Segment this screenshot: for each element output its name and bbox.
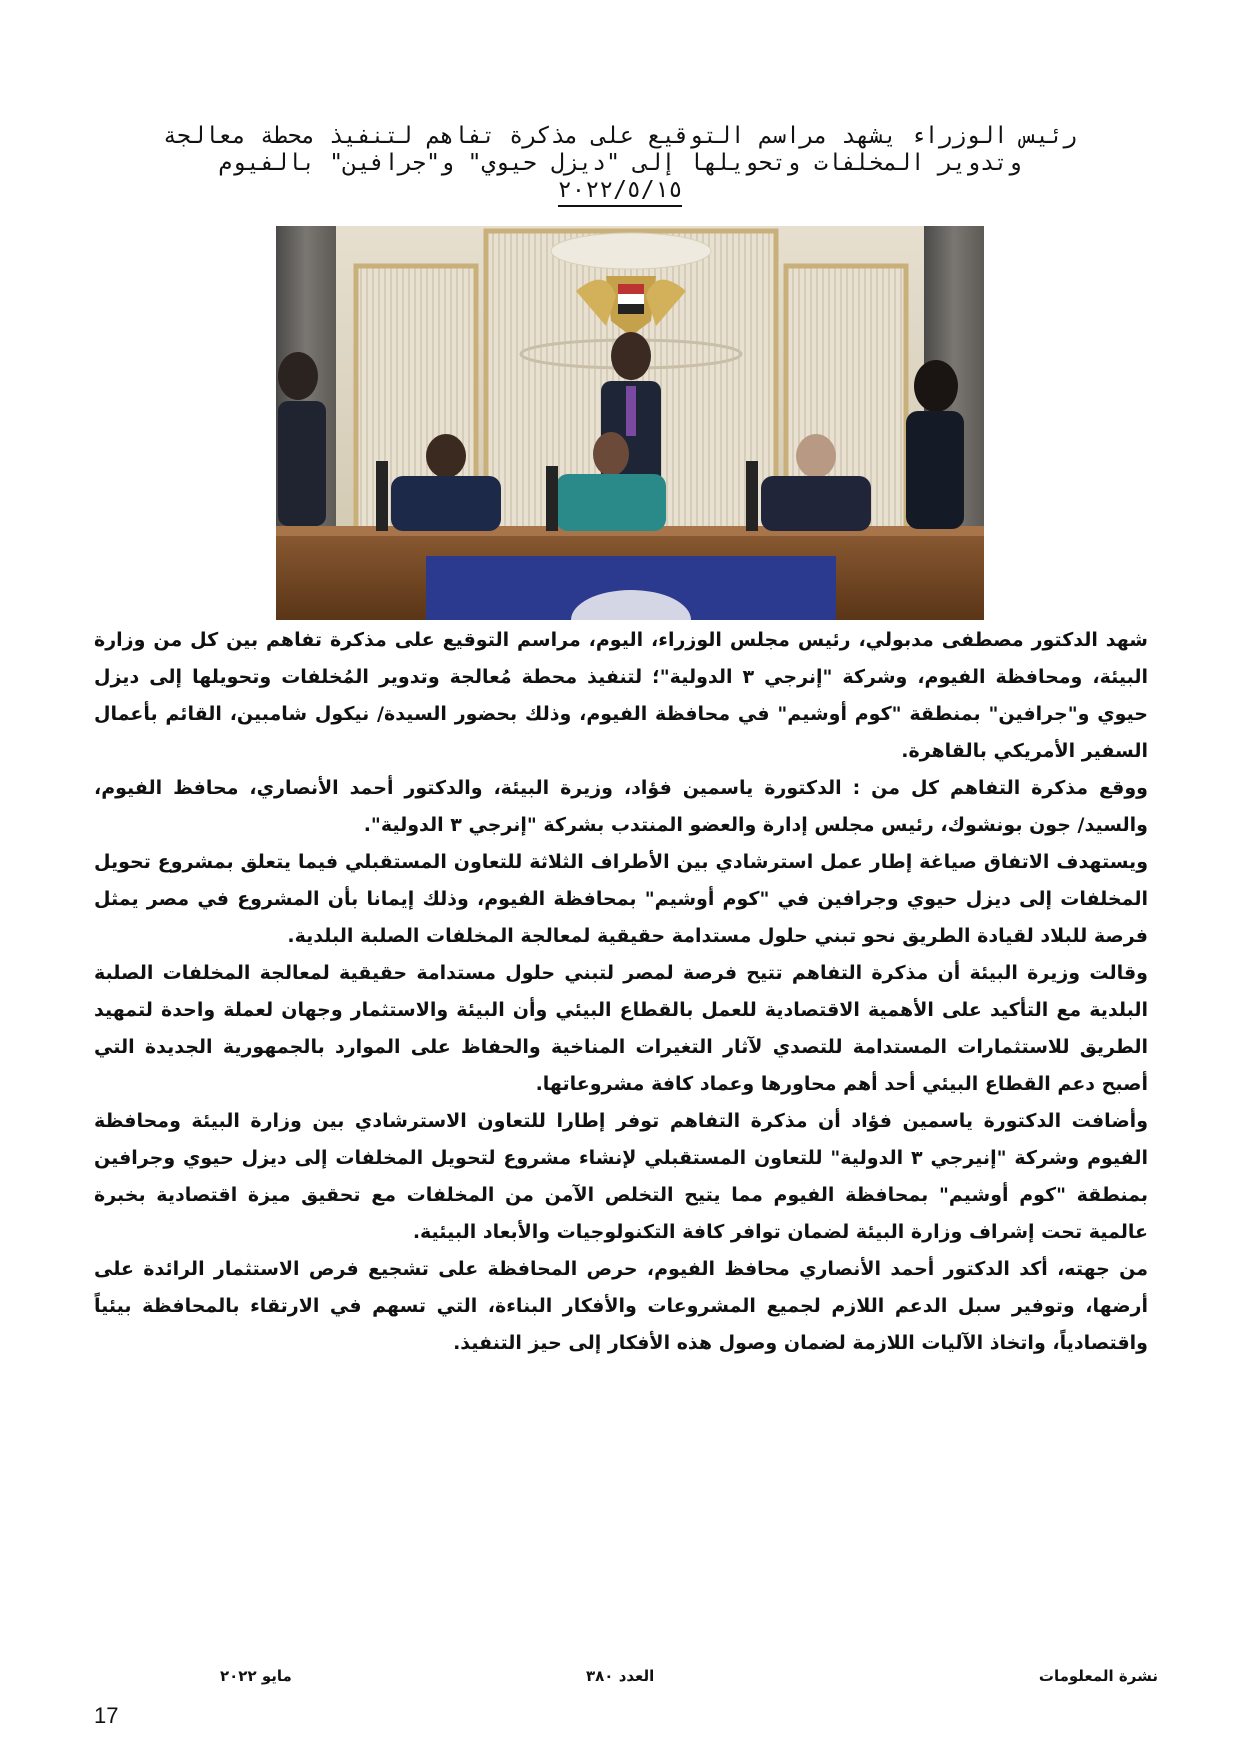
paragraph: ويستهدف الاتفاق صياغة إطار عمل استرشادي بين الأطراف الثلاثة للتعاون المستقبلي فيما يتعلق بمشروع تحويل المخلفات إلى ديزل حيوي وجرافين في "كوم أوشيم" بمحافظة الفيوم، وذلك إيمانا بأن المشروع في مصر يمثل فرصة للبلاد لقيادة الطريق نحو تبني حلول مستدامة حقيقية لمعالجة المخلفات الصلبة البلدية. bbox=[94, 851, 1148, 947]
signing-ceremony-photo bbox=[276, 226, 984, 620]
title-date: ٢٠٢٢/٥/١٥ bbox=[558, 177, 683, 207]
page-footer bbox=[210, 1667, 1158, 1693]
page-number: 17 bbox=[94, 1703, 119, 1728]
article-body bbox=[94, 622, 1148, 1362]
title-line-1: رئيس الوزراء يشهد مراسم التوقيع على مذكرة تفاهم لتنفيذ محطة معالجة bbox=[163, 123, 1077, 149]
footer-issue: العدد ٣٨٠ bbox=[586, 1667, 655, 1685]
paragraph: ووقع مذكرة التفاهم كل من : الدكتورة ياسمين فؤاد، وزيرة البيئة، والدكتور أحمد الأنصاري، محافظ الفيوم، والسيد/ جون بونشوك، رئيس مجلس إدارة والعضو المنتدب بشركة "إنرجي ٣ الدولية". bbox=[94, 777, 1148, 836]
title-line-2: وتدوير المخلفات وتحويلها إلى "ديزل حيوي" و"جرافين" بالفيوم bbox=[218, 150, 1022, 176]
paragraph: من جهته، أكد الدكتور أحمد الأنصاري محافظ الفيوم، حرص المحافظة على تشجيع فرص الاستثمار الرائدة على أرضها، وتوفير سبل الدعم اللازم لجميع المشروعات والأفكار البناءة، التي تسهم في الارتقاء بالمحافظة بيئياً واقتصادياً، واتخاذ الآليات اللازمة لضمان وصول هذه الأفكار إلى حيز التنفيذ. bbox=[94, 1258, 1148, 1354]
footer-date: مايو ٢٠٢٢ bbox=[220, 1667, 292, 1685]
paragraph: وأضافت الدكتورة ياسمين فؤاد أن مذكرة التفاهم توفر إطارا للتعاون الاسترشادي بين وزارة البيئة ومحافظة الفيوم وشركة "إنيرجي ٣ الدولية" للتعاون المستقبلي لإنشاء مشروع لتحويل المخلفات إلى ديزل حيوي وجرافين بمنطقة "كوم أوشيم" بمحافظة الفيوم مما يتيح التخلص الآمن من المخلفات مع تحقيق ميزة اقتصادية بخبرة عالمية تحت إشراف وزارة البيئة لضمان توافر كافة التكنولوجيات والأبعاد البيئية. bbox=[94, 1110, 1148, 1243]
article-title bbox=[110, 123, 1130, 207]
footer-publication: نشرة المعلومات bbox=[1038, 1667, 1158, 1685]
paragraph: شهد الدكتور مصطفى مدبولي، رئيس مجلس الوزراء، اليوم، مراسم التوقيع على مذكرة تفاهم بين كل من وزارة البيئة، ومحافظة الفيوم، وشركة "إنرجي ٣ الدولية"؛ لتنفيذ محطة مُعالجة وتدوير المُخلفات وتحويلها إلى ديزل حيوي و"جرافين" بمنطقة "كوم أوشيم" في محافظة الفيوم، وذلك بحضور السيدة/ نيكول شامبين، القائم بأعمال السفير الأمريكي بالقاهرة. bbox=[94, 629, 1149, 762]
paragraph: وقالت وزيرة البيئة أن مذكرة التفاهم تتيح فرصة لمصر لتبني حلول مستدامة حقيقية لمعالجة المخلفات الصلبة البلدية مع التأكيد على الأهمية الاقتصادية للعمل بالقطاع البيئي وأن البيئة والاستثمار وجهان لعملة واحدة لتمهيد الطريق للاستثمارات المستدامة للتصدي لآثار التغيرات المناخية والحفاظ على الموارد بالجمهورية الجديدة التي أصبح دعم القطاع البيئي أحد أهم محاورها وعماد كافة مشروعاتها. bbox=[94, 962, 1148, 1095]
